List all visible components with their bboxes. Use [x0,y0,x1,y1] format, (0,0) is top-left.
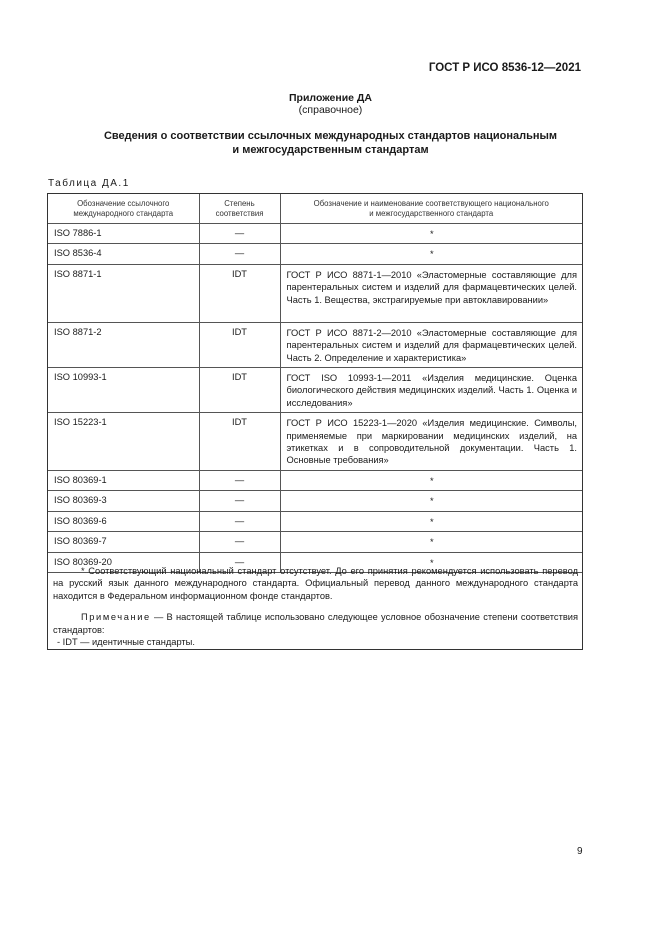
footnote: * Соответствующий национальный стандарт отсутствует. До его принятия рекомендуется использовать перевод на русский язык данного международного стандарта. Официальный перевод данного международного стандарта находится в Федеральном информационном фонде стандартов. [53,566,578,601]
table-row [48,224,582,244]
cell-degree: IDT [199,264,280,322]
cell-national-standard: ГОСТ ISO 10993-1—2011 «Изделия медицинские. Оценка биологического действия медицинских изделий. Часть 1. Оценка и исследования» [280,368,582,413]
annex-subtitle: (справочное) [298,104,363,116]
cell-reference: ISO 80369-1 [48,470,199,490]
note-text: — В настоящей таблице использовано следующее условное обозначение степени соответствия стандартов: [53,612,578,635]
table-row [48,368,582,413]
cell-degree: IDT [199,322,280,367]
cell-national-standard: ГОСТ Р ИСО 8871-1—2010 «Эластомерные составляющие для парентеральных систем и изделий для фармацевтических целей. Часть 1. Вещества, экстрагируемые при автоклавировании» [280,264,582,322]
cell-national-standard: * [280,470,582,490]
cell-degree: — [199,491,280,511]
cell-degree: IDT [199,368,280,413]
section-title [60,129,601,157]
correspondence-table [48,194,582,573]
cell-national-standard: * [280,244,582,264]
cell-reference: ISO 15223-1 [48,413,199,471]
cell-national-standard: * [280,511,582,531]
header-reference-standard: Обозначение ссылочного международного стандарта [48,194,199,224]
cell-reference: ISO 80369-7 [48,532,199,552]
cell-national-standard: ГОСТ Р ИСО 8871-2—2010 «Эластомерные составляющие для парентеральных систем и изделий для фармацевтических целей. Часть 2. Определение и характеристика» [280,322,582,367]
table-row [48,511,582,531]
table-row [48,322,582,367]
cell-national-standard: * [280,532,582,552]
cell-reference: ISO 80369-6 [48,511,199,531]
annex-title: Приложение ДА [289,92,372,104]
header-degree-of-conformity: Степень соответствия [199,194,280,224]
cell-degree: — [199,244,280,264]
cell-national-standard: * [280,552,582,572]
table-notes [53,565,578,648]
cell-reference: ISO 7886-1 [48,224,199,244]
table-row [48,413,582,471]
cell-reference: ISO 80369-3 [48,491,199,511]
table-label: Таблица ДА.1 [48,178,130,189]
cell-reference: ISO 8536-4 [48,244,199,264]
note-item: - IDT — идентичные стандарты. [57,637,195,648]
table-header-row [48,194,582,224]
section-title-line-2: и межгосударственным стандартам [232,144,429,156]
cell-reference: ISO 80369-20 [48,552,199,572]
table-row [48,470,582,490]
note-label: Примечание [81,612,151,623]
table-row [48,264,582,322]
table-row [48,532,582,552]
cell-degree: IDT [199,413,280,471]
document-header: ГОСТ Р ИСО 8536-12—2021 [428,62,581,74]
cell-reference: ISO 8871-1 [48,264,199,322]
cell-national-standard: * [280,491,582,511]
page-number: 9 [577,846,583,857]
table-row [48,491,582,511]
note [53,611,578,636]
cell-degree: — [199,511,280,531]
cell-degree: — [199,470,280,490]
cell-national-standard: ГОСТ Р ИСО 15223-1—2020 «Изделия медицинские. Символы, применяемые при маркировании медицинских изделий, на этикетках и в сопроводительной документации. Часть 1. Основные требования» [280,413,582,471]
cell-reference: ISO 8871-2 [48,322,199,367]
cell-degree: — [199,532,280,552]
cell-national-standard: * [280,224,582,244]
cell-degree: — [199,224,280,244]
section-title-line-1: Сведения о соответствии ссылочных международных стандартов национальным [103,130,558,142]
table-row [48,244,582,264]
cell-reference: ISO 10993-1 [48,368,199,413]
header-national-standard: Обозначение и наименование соответствующего национального и межгосударственного стандарта [280,194,582,224]
cell-degree: — [199,552,280,572]
